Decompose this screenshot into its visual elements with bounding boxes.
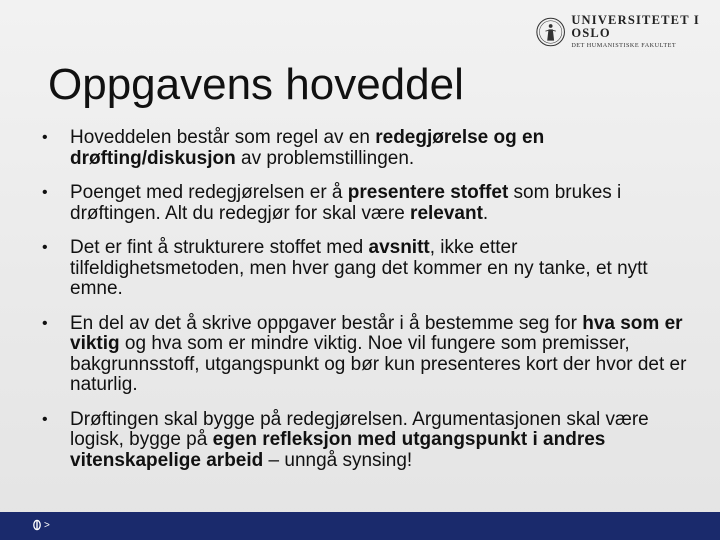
university-logo — [536, 14, 720, 49]
bullet-item — [40, 314, 690, 396]
uio-mark-icon — [32, 519, 42, 531]
bullet-item — [40, 183, 690, 224]
bullet-emphasis: redegjørelse og en drøfting/diskusjon — [70, 127, 545, 169]
logo-text — [571, 14, 720, 49]
bullet-dot: • — [42, 129, 48, 146]
slide-title: Oppgavens hoveddel — [48, 60, 464, 109]
bullet-emphasis: egen refleksjon med utgangspunkt i andres vitenskapelige arbeid — [70, 429, 606, 471]
bullet-text: som brukes i drøftingen. Alt du redegjør for skal være — [70, 182, 622, 224]
bullet-emphasis: relevant — [410, 202, 483, 224]
bullet-text: . — [482, 202, 489, 224]
footer-mark-text: > — [44, 519, 50, 531]
bullet-dot: • — [42, 410, 48, 428]
bullet-text: Drøftingen skal bygge på redegjørelsen. Argumentasjonen skal være logisk, bygge på — [70, 408, 649, 450]
bullet-text: av problemstillingen. — [235, 147, 415, 169]
university-seal-icon — [536, 15, 565, 49]
bullet-dot: • — [42, 184, 48, 201]
bullet-text: Poenget med redegjørelsen er å — [70, 182, 348, 203]
bullet-emphasis: avsnitt — [368, 237, 430, 258]
bullet-item — [40, 128, 690, 169]
bullet-item — [40, 410, 690, 472]
footer-bar — [0, 512, 720, 540]
bullet-dot: • — [42, 239, 48, 256]
bullet-list — [40, 128, 690, 485]
bullet-item — [40, 238, 690, 300]
bullet-emphasis: hva som er viktig — [70, 312, 683, 354]
bullet-text: Hoveddelen består som regel av en — [70, 127, 376, 148]
footer-mark — [32, 519, 50, 531]
university-name: UNIVERSITETET I OSLO — [571, 13, 700, 40]
bullet-emphasis: presentere stoffet — [347, 182, 509, 203]
bullet-text: Det er fint å strukturere stoffet med — [70, 237, 369, 258]
bullet-text: , ikke etter tilfeldighetsmetoden, men hver gang det kommer en ny tanke, et nytt emne. — [70, 237, 648, 299]
bullet-text: En del av det å skrive oppgaver består i å bestemme seg for — [70, 312, 583, 334]
bullet-dot: • — [42, 314, 48, 332]
bullet-text: – unngå synsing! — [263, 449, 413, 471]
faculty-name: DET HUMANISTISKE FAKULTET — [571, 42, 677, 49]
bullet-text: og hva som er mindre viktig. Noe vil fungere som premisser, bakgrunnsstoff, utgangspunkt og bør kun presenteres kort der hvor det er naturlig. — [70, 333, 687, 395]
